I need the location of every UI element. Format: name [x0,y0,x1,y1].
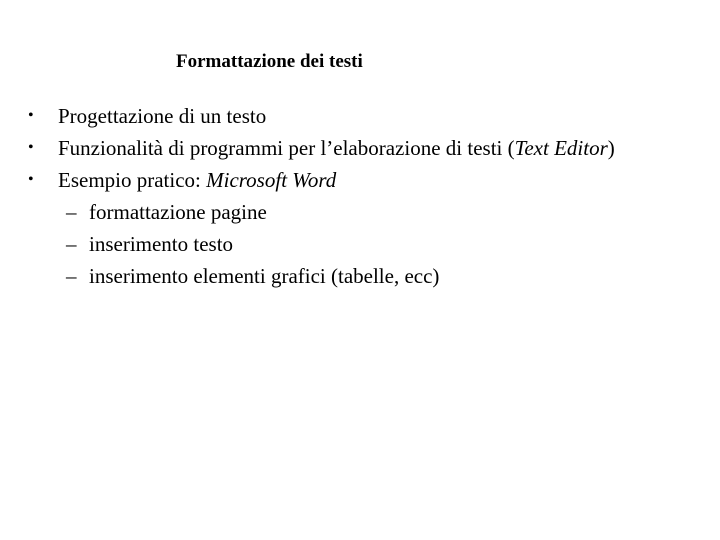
sub-item-text: inserimento elementi grafici (tabelle, ecc) [89,264,440,288]
sub-item-3 [26,260,646,292]
bullet-text: Progettazione di un testo [58,104,267,128]
bullet-text: Funzionalità di programmi per l’elaborazione di testi ( [58,136,515,160]
sub-item-text: inserimento testo [89,232,234,256]
sub-item-2 [26,228,646,260]
bullet-marker: • [28,139,34,156]
sub-marker: – [66,264,77,288]
sub-item-text: formattazione pagine [89,200,267,224]
bullet-text: Esempio pratico: [58,168,207,192]
bullet-marker: • [28,171,34,188]
sub-marker: – [66,200,77,224]
bullet-item-3 [26,164,646,196]
bullet-list [26,100,646,292]
slide-title: Formattazione dei testi [176,51,363,72]
bullet-suffix: ) [607,136,615,160]
bullet-italic-text: Text Editor [514,136,608,160]
bullet-item-2 [26,132,646,164]
sub-marker: – [66,232,77,256]
bullet-marker: • [28,107,34,124]
sub-item-1 [26,196,646,228]
bullet-italic-text: Microsoft Word [206,168,337,192]
bullet-item-1 [26,100,646,132]
